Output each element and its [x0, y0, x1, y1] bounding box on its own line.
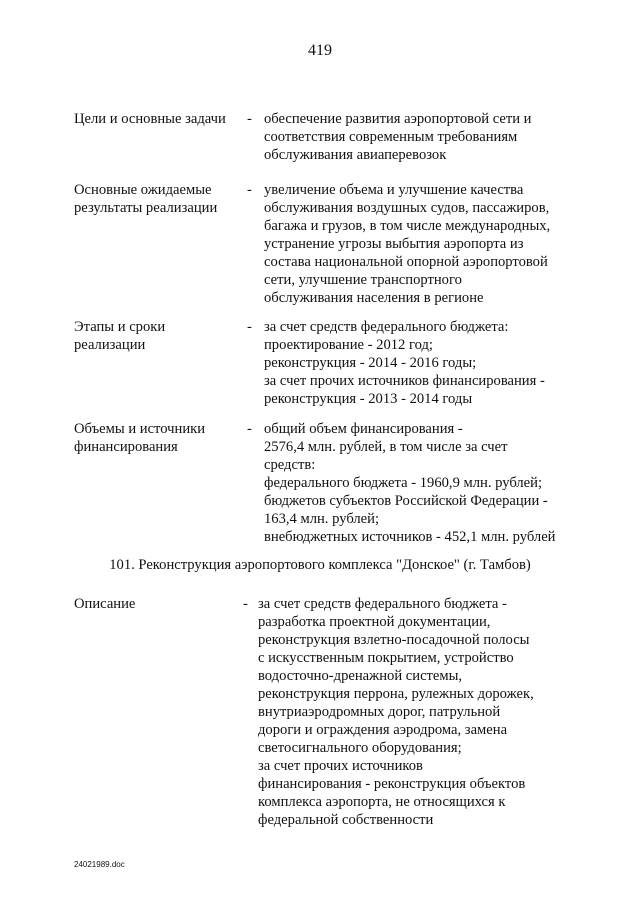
row-value-line: обслуживания населения в регионе: [264, 290, 484, 306]
row-value-line: светосигнального оборудования;: [258, 740, 462, 756]
row-value-line: внутриаэродромных дорог, патрульной: [258, 704, 501, 720]
row-value-line: федерального бюджета - 1960,9 млн. рублей;: [264, 475, 543, 491]
row-value-line: финансирования - реконструкция объектов: [258, 776, 526, 792]
row-dash: -: [247, 421, 252, 437]
row-value-line: реконструкция - 2013 - 2014 годы: [264, 391, 473, 407]
row-label-line: Цели и основные задачи: [74, 111, 226, 127]
row-value-line: сети, улучшение транспортного: [264, 272, 462, 288]
row-value-line: общий объем финансирования -: [264, 421, 463, 437]
row-label-line: финансирования: [74, 439, 178, 455]
row-dash: -: [247, 111, 252, 127]
row-value-line: реконструкция - 2014 - 2016 годы;: [264, 355, 477, 371]
row-value-line: с искусственным покрытием, устройство: [258, 650, 514, 666]
row-value-line: водосточно-дренажной системы,: [258, 668, 463, 684]
page-number: 419: [308, 42, 332, 59]
row-value-line: бюджетов субъектов Российской Федерации -: [264, 493, 548, 509]
row-value-line: федеральной собственности: [258, 812, 434, 828]
row-value-line: 163,4 млн. рублей;: [264, 511, 380, 527]
row-value-line: внебюджетных источников - 452,1 млн. рублей: [264, 529, 556, 545]
row-value-line: соответствия современным требованиям: [264, 129, 518, 145]
row-value-line: комплекса аэропорта, не относящихся к: [258, 794, 506, 810]
row-label-line: реализации: [74, 337, 146, 353]
row-value-line: обслуживания авиаперевозок: [264, 147, 447, 163]
section-heading: 101. Реконструкция аэропортового комплекса "Донское" (г. Тамбов): [109, 557, 531, 573]
row-value-line: устранение угрозы выбытия аэропорта из: [264, 236, 524, 252]
row-value-line: проектирование - 2012 год;: [264, 337, 433, 353]
row-value-line: 2576,4 млн. рублей, в том числе за счет: [264, 439, 508, 455]
row-label-line: результаты реализации: [74, 200, 218, 216]
row-value-line: за счет прочих источников финансирования -: [264, 373, 545, 389]
row-dash: -: [247, 319, 252, 335]
row-value-line: реконструкция взлетно-посадочной полосы: [258, 632, 530, 648]
row-value-line: состава национальной опорной аэропортовой: [264, 254, 548, 270]
row-dash: -: [247, 182, 252, 198]
row-value-line: средств:: [264, 457, 316, 473]
document-filename: 24021989.doc: [74, 860, 125, 869]
row-value-line: увеличение объема и улучшение качества: [264, 182, 524, 198]
row-value-line: обслуживания воздушных судов, пассажиров,: [264, 200, 550, 216]
row-value-line: за счет прочих источников: [258, 758, 423, 774]
row-value-line: обеспечение развития аэропортовой сети и: [264, 111, 532, 127]
row-value-line: за счет средств федерального бюджета:: [264, 319, 509, 335]
row-value-line: багажа и грузов, в том числе международных,: [264, 218, 551, 234]
row-label-line: Основные ожидаемые: [74, 182, 212, 198]
row-value-line: дороги и ограждения аэродрома, замена: [258, 722, 508, 738]
row-label-line: Этапы и сроки: [74, 319, 166, 335]
row-dash: -: [243, 596, 248, 612]
row-value-line: разработка проектной документации,: [258, 614, 491, 630]
row-value-line: реконструкция перрона, рулежных дорожек,: [258, 686, 534, 702]
row-value-line: за счет средств федерального бюджета -: [258, 596, 507, 612]
row-label-line: Объемы и источники: [74, 421, 206, 437]
row-label-line: Описание: [74, 596, 136, 612]
